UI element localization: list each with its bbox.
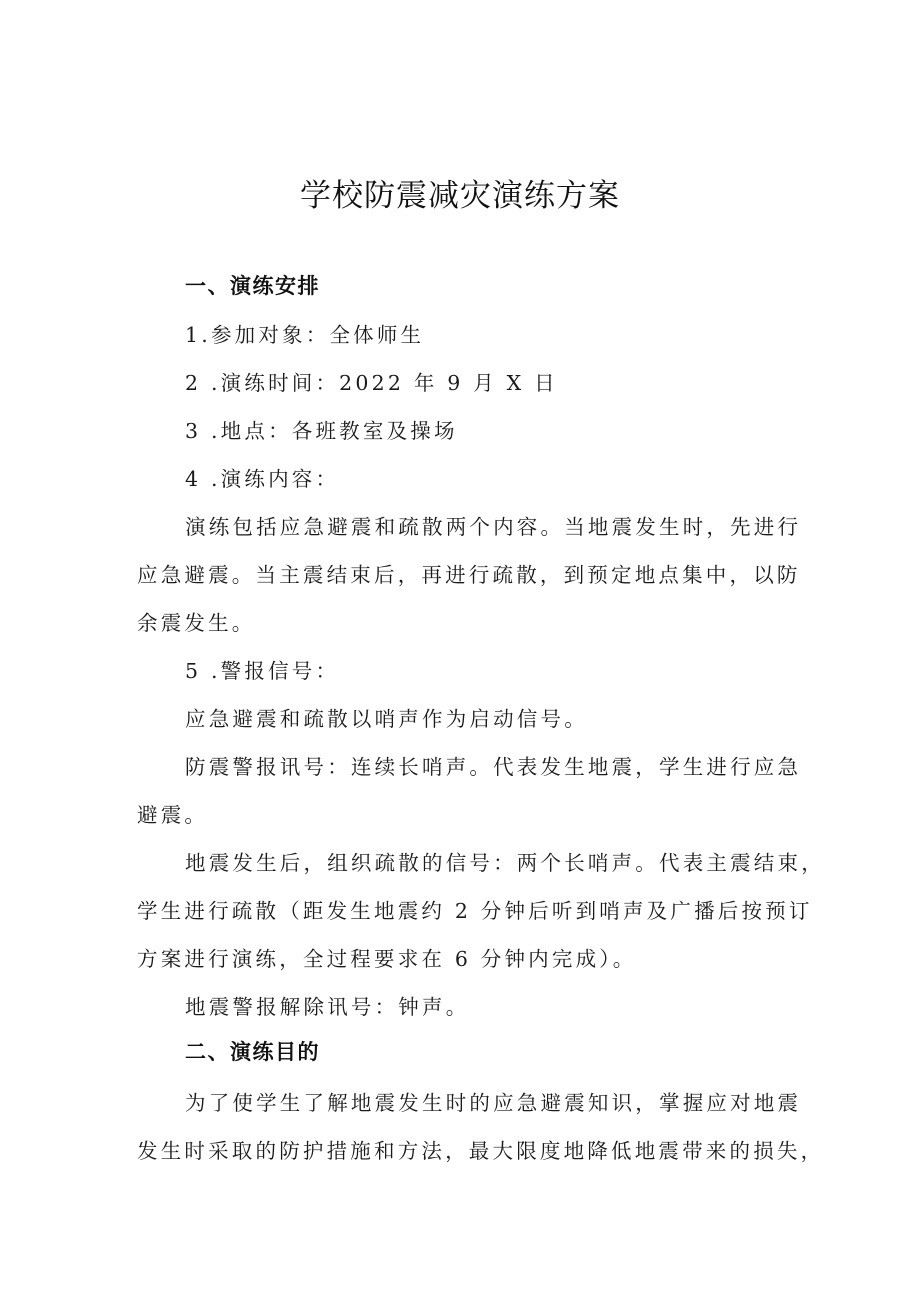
document-title: 学校防震减灾演练方案	[300, 178, 620, 214]
alarm-para-line: 避震。	[137, 803, 209, 827]
item-location: 3 .地点：各班教室及操场	[185, 419, 458, 443]
item-drill-time: 2 .演练时间：2022 年 9 月 X 日	[185, 371, 558, 395]
evacuation-para-line: 方案进行演练，全过程要求在 6 分钟内完成）。	[137, 947, 637, 971]
content-para-line: 应急避震。当主震结束后，再进行疏散，到预定地点集中，以防	[137, 563, 801, 587]
purpose-para-line: 为了使学生了解地震发生时的应急避震知识，掌握应对地震	[185, 1091, 802, 1115]
item-participants: 1.参加对象：全体师生	[185, 323, 425, 347]
signal-intro-text: 应急避震和疏散以哨声作为启动信号。	[185, 707, 588, 731]
evacuation-para-line: 学生进行疏散（距发生地震约 2 分钟后听到哨声及广播后按预订	[137, 899, 813, 923]
purpose-para-line: 发生时采取的防护措施和方法，最大限度地降低地震带来的损失，	[137, 1139, 825, 1163]
section-heading-purpose: 二、演练目的	[185, 1040, 320, 1064]
section-heading-arrangement: 一、演练安排	[185, 274, 320, 298]
content-para-line: 余震发生。	[137, 611, 256, 635]
item-drill-content: 4 .演练内容：	[185, 467, 340, 491]
content-para-line: 演练包括应急避震和疏散两个内容。当地震发生时，先进行	[185, 515, 802, 539]
alarm-release-text: 地震警报解除讯号：钟声。	[185, 995, 470, 1019]
item-alarm-signal: 5 .警报信号：	[185, 659, 340, 683]
evacuation-para-line: 地震发生后，组织疏散的信号：两个长哨声。代表主震结束，	[185, 851, 825, 875]
alarm-para-line: 防震警报讯号：连续长哨声。代表发生地震，学生进行应急	[185, 755, 802, 779]
